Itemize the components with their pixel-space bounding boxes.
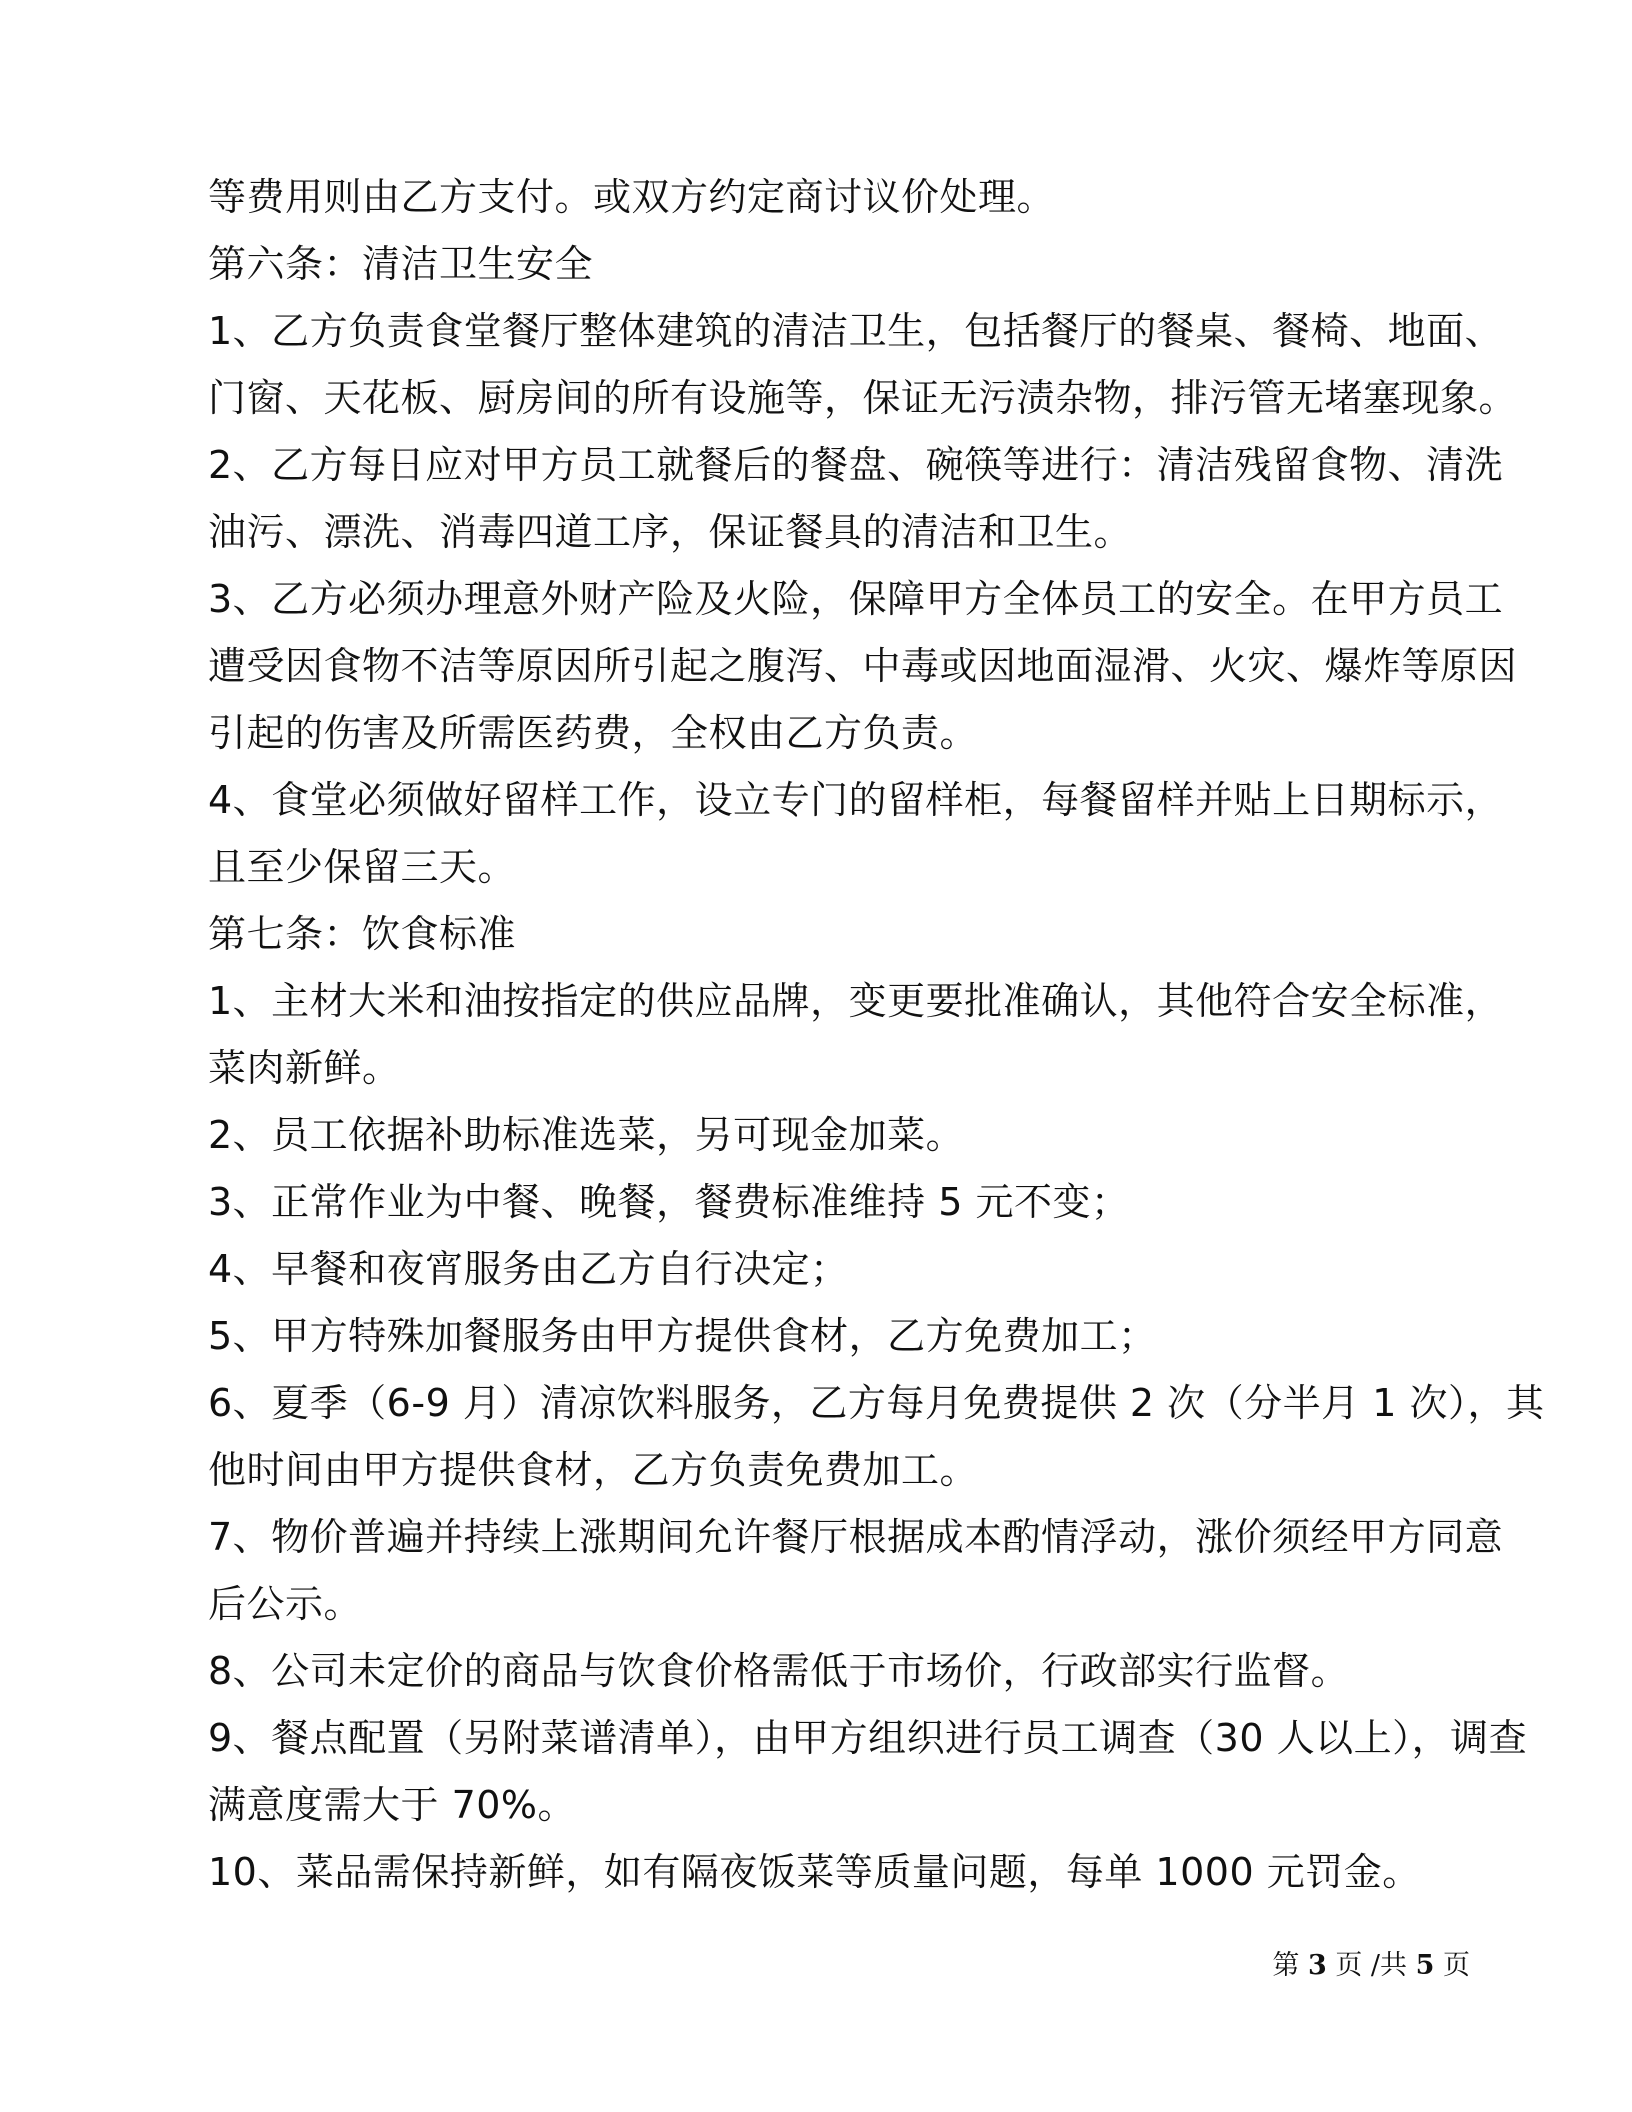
page-number-footer (1220, 1946, 1470, 1986)
text-line: 4、食堂必须做好留样工作，设立专门的留样柜，每餐留样并贴上日期标示， (208, 778, 1504, 822)
footer-middle: 页 /共 (1335, 1950, 1408, 1981)
text-line: 2、员工依据补助标准选菜，另可现金加菜。 (208, 1113, 965, 1157)
footer-suffix: 页 (1443, 1950, 1470, 1981)
text-line: 满意度需大于 70%。 (208, 1783, 577, 1827)
text-line: 且至少保留三天。 (208, 845, 517, 889)
text-line: 油污、漂洗、消毒四道工序，保证餐具的清洁和卫生。 (208, 510, 1133, 554)
text-line: 遭受因食物不洁等原因所引起之腹泻、中毒或因地面湿滑、火灾、爆炸等原因 (208, 644, 1518, 688)
text-line: 10、菜品需保持新鲜，如有隔夜饭菜等质量问题，每单 1000 元罚金。 (208, 1850, 1421, 1894)
text-line: 门窗、天花板、厨房间的所有设施等，保证无污渍杂物，排污管无堵塞现象。 (208, 376, 1518, 420)
text-line: 9、餐点配置（另附菜谱清单），由甲方组织进行员工调查（30 人以上），调查 (208, 1716, 1528, 1760)
text-line: 1、主材大米和油按指定的供应品牌，变更要批准确认，其他符合安全标准， (208, 979, 1504, 1023)
document-body (208, 164, 1545, 1906)
text-line: 7、物价普遍并持续上涨期间允许餐厅根据成本酌情浮动，涨价须经甲方同意 (208, 1515, 1504, 1559)
text-line: 他时间由甲方提供食材，乙方负责免费加工。 (208, 1448, 979, 1492)
text-line: 等费用则由乙方支付。或双方约定商讨议价处理。 (208, 175, 1056, 219)
text-line: 菜肉新鲜。 (208, 1046, 401, 1090)
text-line: 6、夏季（6-9 月）清凉饮料服务，乙方每月免费提供 2 次（分半月 1 次），其 (208, 1381, 1545, 1425)
text-line: 后公示。 (208, 1582, 363, 1626)
total-page-count: 5 (1415, 1950, 1435, 1981)
current-page-number: 3 (1307, 1950, 1327, 1981)
text-line: 8、公司未定价的商品与饮食价格需低于市场价，行政部实行监督。 (208, 1649, 1350, 1693)
text-line: 4、早餐和夜宵服务由乙方自行决定； (208, 1247, 849, 1291)
text-line: 3、乙方必须办理意外财产险及火险，保障甲方全体员工的安全。在甲方员工 (208, 577, 1504, 621)
section-heading-6: 第六条：清洁卫生安全 (208, 242, 594, 286)
text-line: 引起的伤害及所需医药费，全权由乙方负责。 (208, 711, 979, 755)
text-line: 1、乙方负责食堂餐厅整体建筑的清洁卫生，包括餐厅的餐桌、餐椅、地面、 (208, 309, 1504, 353)
text-line: 5、甲方特殊加餐服务由甲方提供食材，乙方免费加工； (208, 1314, 1157, 1358)
text-line: 2、乙方每日应对甲方员工就餐后的餐盘、碗筷等进行：清洁残留食物、清洗 (208, 443, 1504, 487)
text-line: 3、正常作业为中餐、晚餐，餐费标准维持 5 元不变； (208, 1180, 1130, 1224)
footer-prefix: 第 (1272, 1950, 1300, 1981)
section-heading-7: 第七条：饮食标准 (208, 912, 517, 956)
